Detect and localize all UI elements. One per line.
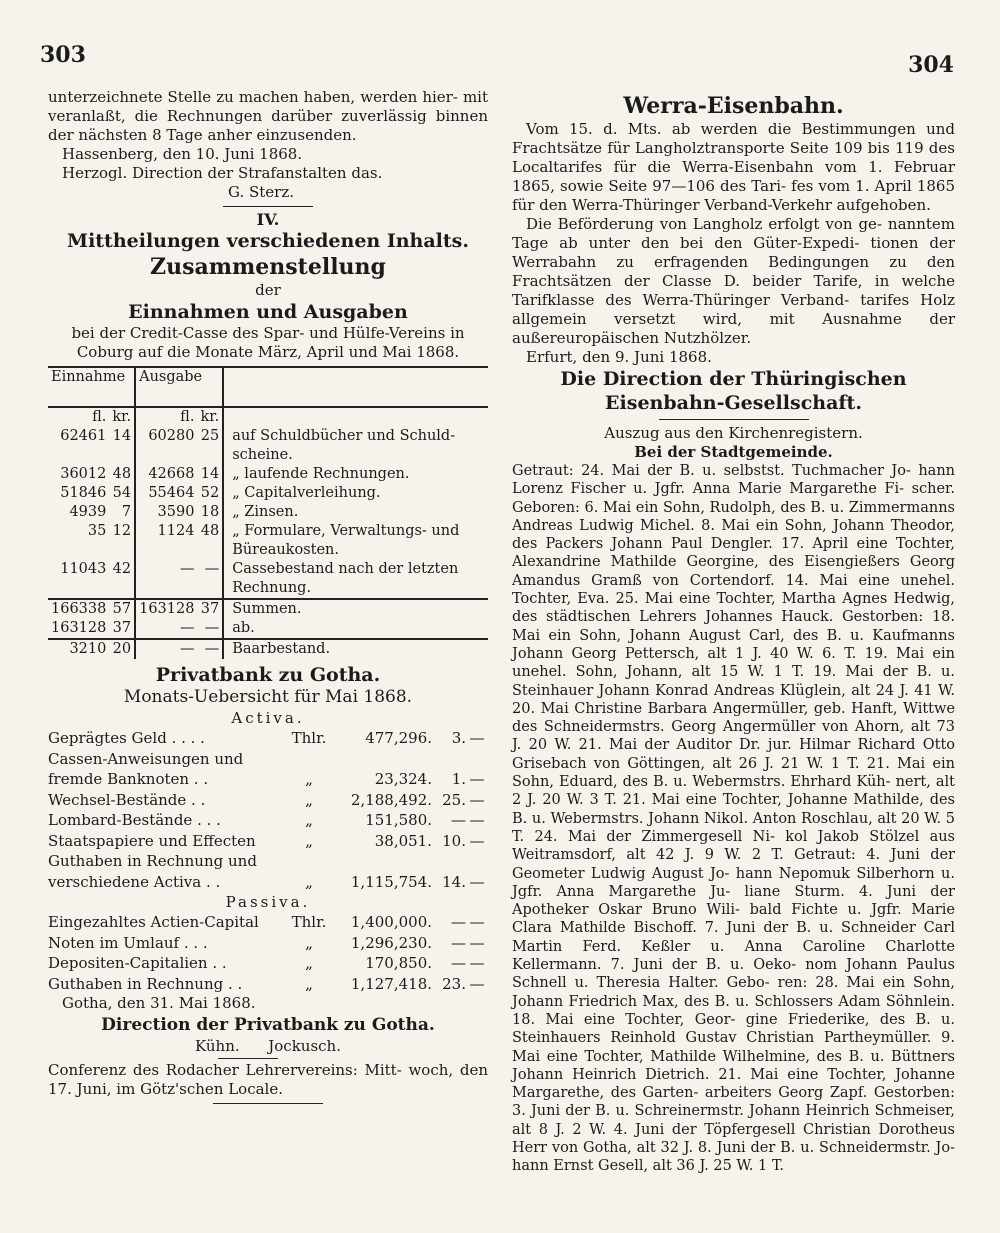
item-dash: — xyxy=(469,954,485,972)
summary-title: Zusammenstellung xyxy=(150,254,386,280)
cell: 163128 xyxy=(139,601,195,617)
cell: 51846 xyxy=(60,485,107,501)
item-label: Wechsel-Bestände . . xyxy=(48,790,206,809)
table-row xyxy=(48,560,488,599)
list-item xyxy=(48,728,488,749)
item-cents: — xyxy=(451,933,466,952)
item-cents: 25. xyxy=(442,790,466,809)
cell: „ Formulare, Verwaltungs- und Büreaukosten. xyxy=(232,523,460,558)
item-currency: „ xyxy=(305,933,313,952)
list-item xyxy=(48,933,488,954)
item-currency: „ xyxy=(305,872,313,891)
cell: 48 xyxy=(109,465,135,484)
item-cents: 10. xyxy=(442,831,466,850)
sum-row xyxy=(48,639,488,659)
cell: 57 xyxy=(109,599,135,619)
divider xyxy=(213,1103,323,1104)
item-label: fremde Banknoten . . xyxy=(48,770,209,788)
cell: 20 xyxy=(109,639,135,659)
item-label: Guthaben in Rechnung . . xyxy=(48,974,243,993)
table-row xyxy=(48,465,488,484)
table-row xyxy=(48,427,488,465)
railway-date: Erfurt, den 9. Juni 1868. xyxy=(526,348,712,366)
sum-row xyxy=(48,619,488,639)
item-dash: — xyxy=(469,872,485,891)
railway-paragraph-1: Vom 15. d. Mts. ab werden die Bestimmungen und Frachtsätze für Langholztransporte Seite 109 bis 119 des Localtarifes für die Werra-Eisenbahn vom 1. Februar 1865, sowie Seite 97—106 des Tari- fes vom 1. April 1865 für den Werra-Thüringer Verband-Verkehr aufgehoben. xyxy=(512,120,955,214)
item-label: Staatspapiere und Effecten xyxy=(48,831,256,850)
cell: 14 xyxy=(197,465,223,484)
item-amount: 1,127,418. xyxy=(350,974,432,993)
cell: „ Zinsen. xyxy=(232,504,299,520)
table-row xyxy=(48,503,488,522)
ledger-table xyxy=(48,366,488,659)
ledger-units-row xyxy=(48,407,488,427)
item-label: Lombard-Bestände . . . xyxy=(48,811,221,829)
cell: 11043 xyxy=(48,560,109,599)
cell: 14 xyxy=(109,427,135,465)
cell: ab. xyxy=(223,619,488,639)
item-label: Geprägtes Geld . . . . xyxy=(48,729,205,747)
item-amount: 1,296,230. xyxy=(350,933,432,952)
unit-fl: fl. xyxy=(180,409,195,425)
unit-fl: fl. xyxy=(92,409,107,425)
list-item xyxy=(48,831,488,852)
item-cents: — xyxy=(451,913,466,931)
item-cents xyxy=(432,749,466,770)
item-dash: — xyxy=(469,831,485,850)
summary-der: der xyxy=(255,281,281,299)
item-amount xyxy=(328,749,432,770)
item-label: Cassen-Anweisungen und xyxy=(48,749,244,768)
cell: 163128 xyxy=(48,619,109,639)
church-register-subtitle: Bei der Stadtgemeinde. xyxy=(634,443,833,461)
unit-kr: kr. xyxy=(197,407,223,427)
item-amount: 170,850. xyxy=(365,954,432,972)
unit-kr: kr. xyxy=(109,407,135,427)
cell: Summen. xyxy=(232,601,302,617)
bank-title: Privatbank zu Gotha. xyxy=(155,664,381,686)
item-label: Eingezahltes Actien-Capital xyxy=(48,913,259,931)
item-label: Guthaben in Rechnung und xyxy=(48,852,257,870)
church-register-text: Getraut: 24. Mai der B. u. selbstst. Tuchmacher Jo- hann Lorenz Fischer u. Jgfr. Anna Marie Margarethe Fi- scher. Geboren: 6. Mai ein Sohn, Rudolph, des B. u. Zimmermanns Andreas Ludwig Michel. 8. Mai ein Sohn, Johann Theodor, des Packers Johann Paul Dengler. 17. April eine Tochter, Alexandrine Mathilde Georgine, des Eisengießers Georg Amandus Gramß von Cortendorf. 14. Mai eine unehel. Tochter, Eva. 25. Mai eine Tochter, Martha Agnes Hedwig, des städtischen Lehrers Johannes Hauck. Gestorben: 18. Mai ein Sohn, Johann August Carl, des B. u. Kaufmanns Johann Georg Pettersch, alt 1 J. 40 W. 6. T. 19. Mai ein unehel. Sohn, Johann, alt 15 W. 1 T. 19. Mai der B. u. Steinhauer Johann Konrad Andreas Klüglein, alt 24 J. 41 W. 20. Mai Christine Barbara Angermüller, geb. Hanft, Wittwe des Schneidermstrs. Georg Angermüller von Ahorn, alt 73 J. 20 W. 21. Mai der Auditor Dr. jur. Hilmar Richard Otto Grisebach von Göttingen, alt 26 J. 21 W. 1 T. 21. Mai ein Sohn, Eduard, des B. u. Webermstrs. Ehrhard Küh- nert, alt 2 J. 20 W. 3 T. 21. Mai eine Tochter, Johanne Mathilde, des B. u. Webermstrs. Johann Nikol. Anton Roschlau, alt 20 W. 5 T. 24. Mai der Zimmergesell Ni- kol Jakob Stölzel aus Weitramsdorf, alt 42 J. 9 W. 2 T. Getraut: 4. Juni der Geometer Ludwig August Jo- hann Nepomuk Silberhorn u. Jgfr. Anna Margarethe Ju- liane Sturm. 4. Juni der Apotheker Oskar Bruno Wili- bald Fichte u. Jgfr. Marie Clara Mathilde Bischoff. 7. Juni der B. u. Schneider Carl Martin Ferd. Keßler u. Anna Caroline Charlotte Kellermann. 7. Juni der B. u. Oeko- nom Johann Paulus Schnell u. Theresia Halter. Gebo- ren: 28. Mai ein Sohn, Johann Friedrich Max, des B. u. Schlossers Adam Söhnlein. 18. Mai eine Tochter, Geor- gine Friederike, des B. u. Steinhauers Reinhold Gustav Christian Partheymüller. 9. Mai eine Tochter, Mathilde Wilhelmine, des B. u. Büttners Johann Heinrich Dietrich. 21. Mai eine Tochter, Johanne Margarethe, des Garten- arbeiters Georg Zapf. Gestorben: 3. Juni der B. u. Schreinermstr. Johann Heinrich Schmeiser, alt 8 J. 2 W. 4. Juni der Töpfergesell Christian Dorotheus Herr von Gotha, alt 32 J. 8. Juni der B. u. Schneidermstr. Jo- hann Ernst Gesell, alt 36 J. 25 W. 1 T. xyxy=(512,463,955,1175)
railway-title: Werra-Eisenbahn. xyxy=(623,93,844,119)
header-blank xyxy=(223,367,488,407)
cell: „ Capitalverleihung. xyxy=(232,485,381,501)
cell: 4939 xyxy=(69,504,107,520)
cell: 166338 xyxy=(51,601,107,617)
summary-subtitle: Einnahmen und Ausgaben xyxy=(128,301,408,323)
item-amount: 1,115,754. xyxy=(350,872,432,891)
item-cents: 1. xyxy=(451,770,466,788)
item-cents xyxy=(432,851,466,872)
cell: 18 xyxy=(197,503,223,522)
item-currency xyxy=(290,851,328,872)
conference-notice: Conferenz des Rodacher Lehrervereins: Mitt- woch, den 17. Juni, im Götz'schen Locale. xyxy=(48,1061,488,1098)
item-cents: 3. xyxy=(451,729,466,747)
cell: 35 xyxy=(87,523,107,539)
item-dash: — xyxy=(469,729,485,747)
item-label: Noten im Umlauf . . . xyxy=(48,933,208,952)
church-register-title: Auszug aus den Kirchenregistern. xyxy=(604,424,863,442)
item-dash: — xyxy=(469,933,485,952)
bank-date: Gotha, den 31. Mai 1868. xyxy=(62,994,256,1012)
cell: 60280 xyxy=(148,428,195,444)
item-dash xyxy=(466,851,488,872)
table-row xyxy=(48,484,488,503)
left-column xyxy=(48,88,488,1183)
unit-blank xyxy=(223,407,488,427)
signer: G. Sterz. xyxy=(228,183,295,201)
list-item xyxy=(48,912,488,933)
cell: Baarbestand. xyxy=(232,641,331,657)
list-item xyxy=(48,790,488,811)
item-amount: 2,188,492. xyxy=(350,790,432,809)
cell: — xyxy=(197,619,223,639)
item-amount: 23,324. xyxy=(374,770,432,788)
ledger-header-row xyxy=(48,367,488,407)
item-dash xyxy=(466,749,488,770)
cell: 37 xyxy=(197,599,223,619)
item-currency: Thlr. xyxy=(291,913,327,931)
cell: 36012 xyxy=(60,466,107,482)
item-currency: „ xyxy=(305,770,313,788)
list-item xyxy=(48,974,488,995)
place-date: Hassenberg, den 10. Juni 1868. xyxy=(62,145,303,163)
cell: 37 xyxy=(109,619,135,639)
cell: 1124 xyxy=(157,523,195,539)
item-amount: 477,296. xyxy=(365,729,432,747)
item-currency: „ xyxy=(305,811,313,829)
cell: — xyxy=(135,619,197,639)
cell: „ laufende Rechnungen. xyxy=(232,466,410,482)
sum-row xyxy=(48,599,488,619)
item-dash: — xyxy=(469,811,485,829)
railway-signature-2: Eisenbahn-Gesellschaft. xyxy=(605,392,862,414)
item-amount: 1,400,000. xyxy=(350,913,432,931)
table-row xyxy=(48,522,488,560)
item-amount: 151,580. xyxy=(365,811,432,829)
list-item xyxy=(48,851,488,872)
list-item xyxy=(48,953,488,974)
divider xyxy=(218,1058,278,1059)
bank-direction: Direction der Privatbank zu Gotha. xyxy=(101,1015,435,1035)
item-currency: „ xyxy=(305,954,313,972)
header-income: Einnahme xyxy=(48,367,135,407)
cell: — xyxy=(197,560,223,599)
cell: 55464 xyxy=(148,485,195,501)
item-cents: — xyxy=(451,954,466,972)
activa-heading: Activa. xyxy=(231,709,305,727)
item-amount: 38,051. xyxy=(374,831,432,850)
cell: 48 xyxy=(197,522,223,560)
balance-sheet xyxy=(48,708,488,994)
list-item xyxy=(48,872,488,893)
cell: 12 xyxy=(109,522,135,560)
divider xyxy=(223,206,313,207)
summary-description: bei der Credit-Casse des Spar- und Hülfe-Vereins in Coburg auf die Monate März, April und Mai 1868. xyxy=(71,324,465,361)
right-column xyxy=(512,92,955,1183)
divider xyxy=(659,419,809,420)
page-number-right: 304 xyxy=(908,52,954,78)
page-number-left: 303 xyxy=(40,42,86,68)
passiva-heading: Passiva. xyxy=(225,893,311,911)
cell: — xyxy=(135,560,197,599)
authority: Herzogl. Direction der Strafanstalten das. xyxy=(62,164,383,182)
cell: 54 xyxy=(109,484,135,503)
section-title: Mittheilungen verschiedenen Inhalts. xyxy=(67,230,469,252)
cell: 25 xyxy=(197,427,223,465)
railway-signature-1: Die Direction der Thüringischen xyxy=(560,368,907,390)
cell: 62461 xyxy=(60,428,107,444)
bank-subtitle: Monats-Uebersicht für Mai 1868. xyxy=(123,687,413,707)
item-dash: — xyxy=(469,974,485,993)
item-currency: „ xyxy=(305,790,313,809)
item-cents: 23. xyxy=(442,974,466,993)
list-item xyxy=(48,810,488,831)
item-label: verschiedene Activa . . xyxy=(48,872,221,891)
bank-signers: Kühn. Jockusch. xyxy=(195,1037,341,1055)
cell: auf Schuldbücher und Schuld- scheine. xyxy=(232,428,456,463)
list-item xyxy=(48,749,488,770)
intro-paragraph: unterzeichnete Stelle zu machen haben, werden hier- mit veranlaßt, die Rechnungen darüber zuverlässig binnen der nächsten 8 Tage anher einzusenden. xyxy=(48,88,488,144)
item-dash: — xyxy=(469,790,485,809)
item-currency: „ xyxy=(305,831,313,850)
header-expense: Ausgabe xyxy=(135,367,223,407)
item-dash: — xyxy=(469,770,485,788)
cell: — xyxy=(179,641,195,657)
list-item xyxy=(48,769,488,790)
section-number: IV. xyxy=(256,210,280,229)
item-cents: 14. xyxy=(442,872,466,891)
item-currency xyxy=(290,749,328,770)
item-label: Depositen-Capitalien . . xyxy=(48,954,227,972)
cell: 52 xyxy=(197,484,223,503)
cell: 3590 xyxy=(157,504,195,520)
cell: 7 xyxy=(109,503,135,522)
cell: — xyxy=(197,639,223,659)
cell: Cassebestand nach der letzten Rechnung. xyxy=(223,560,488,599)
item-cents: — xyxy=(451,811,466,829)
item-currency: „ xyxy=(305,974,313,993)
railway-paragraph-2: Die Beförderung von Langholz erfolgt von ge- nanntem Tage ab unter den bei den Güter-Expedi- tionen der Werrabahn zu erfragenden Bedingungen zu den Frachtsätzen der Classe D. beider Tarife, in welche Tarifklasse des Werra-Thüringer Verband- tarifes Holz allgemein versetzt wird, mit Ausnahme der außereuropäischen Nutzhölzer. xyxy=(512,215,955,347)
item-dash: — xyxy=(469,913,485,931)
cell: 42 xyxy=(109,560,135,599)
item-currency: Thlr. xyxy=(291,729,327,747)
cell: 42668 xyxy=(148,466,195,482)
cell: 3210 xyxy=(69,641,107,657)
item-amount xyxy=(328,851,432,872)
